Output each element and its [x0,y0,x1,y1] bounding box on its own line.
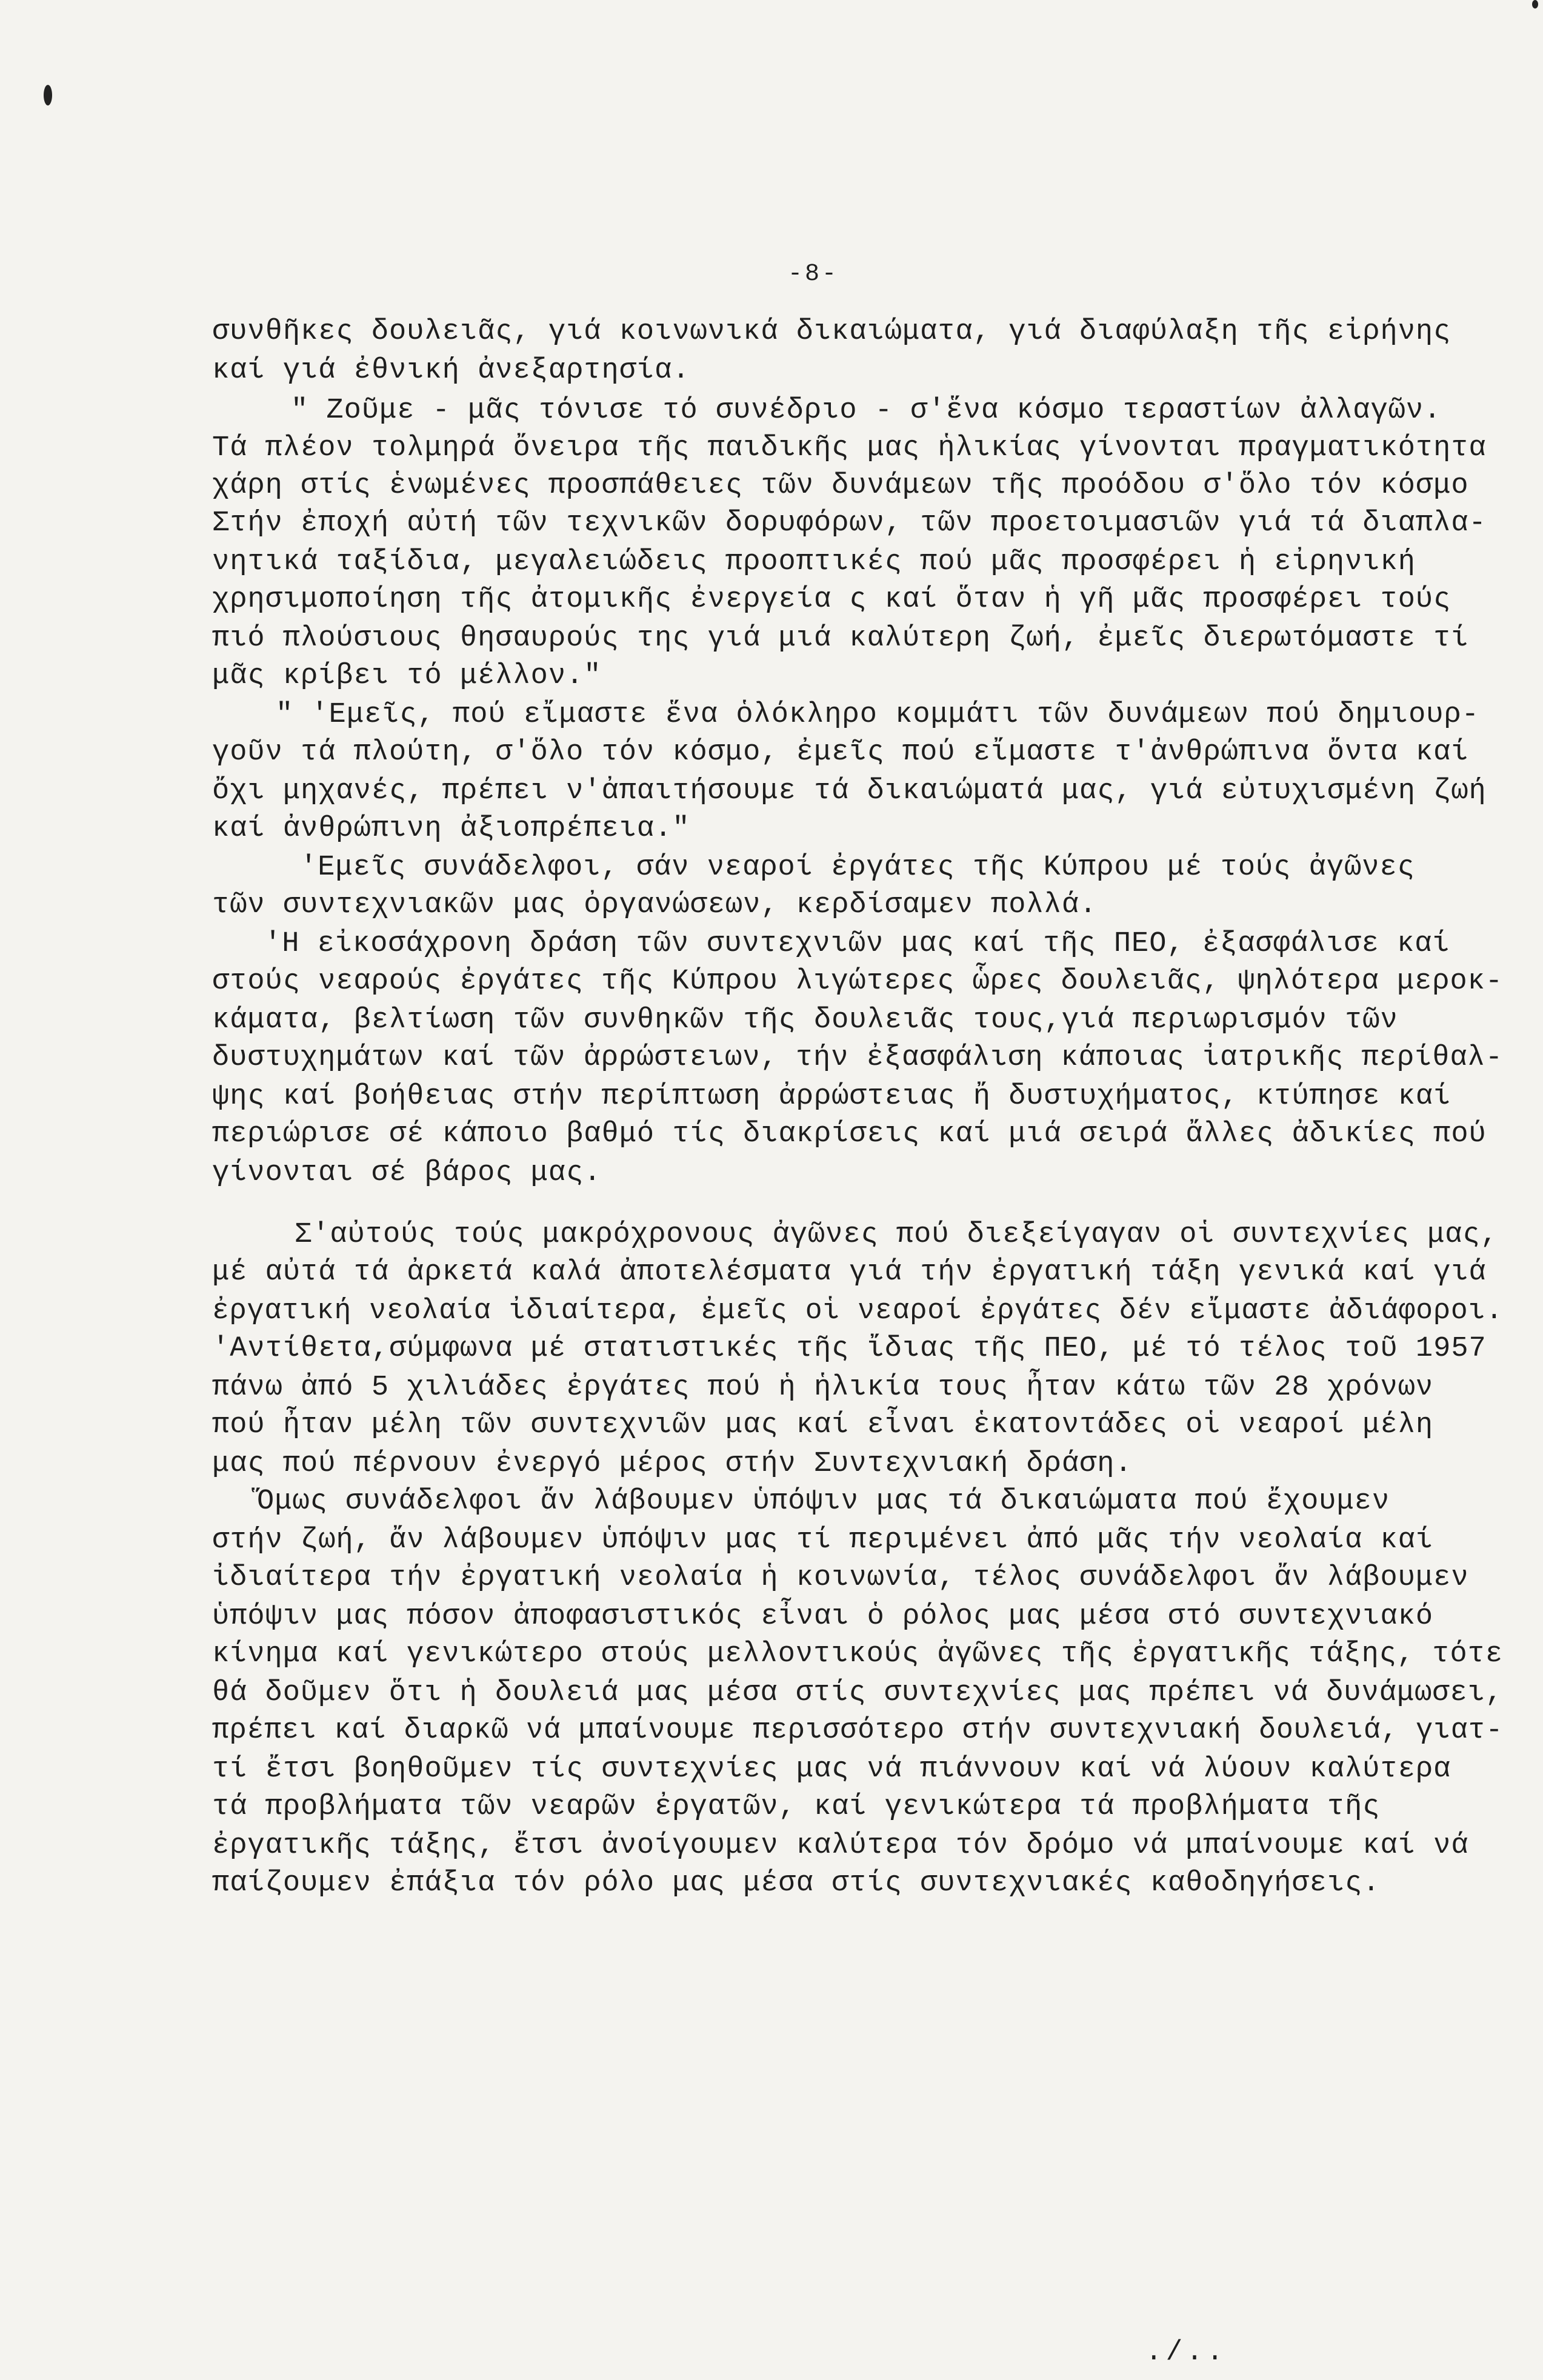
text-line: πιό πλούσιους θησαυρούς της γιά μιά καλύτερη ζωή, ἐμεῖς διερωτόμαστε τί [212,622,1469,655]
text-line: ἰδιαίτερα τήν ἐργατική νεολαία ἡ κοινωνία, τέλος συνάδελφοι ἄν λάβουμεν [212,1562,1469,1594]
text-line: πάνω ἀπό 5 χιλιάδες ἐργάτες πού ἡ ἡλικία τους ἦταν κάτω τῶν 28 χρόνων [212,1372,1434,1404]
text-line: ἐργατικῆς τάξης, ἔτσι ἀνοίγουμεν καλύτερα τόν δρόμο νά μπαίνουμε καί νά [212,1830,1469,1862]
text-line: μας πού πέρνουν ἐνεργό μέρος στήν Συντεχνιακή δράση. [212,1448,1133,1480]
text-line: κάματα, βελτίωση τῶν συνθηκῶν τῆς δουλειᾶς τους,γιά περιωρισμόν τῶν [212,1004,1398,1036]
text-line: γίνονται σέ βάρος μας. [212,1157,602,1189]
text-line: κίνημα καί γενικώτερο στούς μελλοντικούς ἀγῶνες τῆς ἐργατικῆς τάξης, τότε [212,1638,1504,1670]
page-number: -8- [788,261,839,288]
text-line: Ὅμως συνάδελφοι ἄν λάβουμεν ὑπόψιν μας τά δικαιώματα πού ἔχουμεν [257,1485,1390,1518]
punch-hole-mark [44,85,52,105]
text-line: 'Αντίθετα,σύμφωνα μέ στατιστικές τῆς ἴδιας τῆς ΠΕΟ, μέ τό τέλος τοῦ 1957 [212,1333,1487,1365]
text-line: ὑπόψιν μας πόσον ἀποφασιστικός εἶναι ὁ ρόλος μας μέσα στό συντεχνιακό [212,1601,1434,1633]
text-line: συνθῆκες δουλειᾶς, γιά κοινωνικά δικαιώματα, γιά διαφύλαξη τῆς εἰρήνης [212,316,1451,348]
text-line: " Ζοῦμε - μᾶς τόνισε τό συνέδριο - σ'ἕνα κόσμο τεραστίων ἀλλαγῶν. [291,395,1442,427]
text-line: μᾶς κρίβει τό μέλλον." [212,660,602,692]
text-line: καί ἀνθρώπινη ἀξιοπρέπεια." [212,813,690,845]
text-line: ὄχι μηχανές, πρέπει ν'ἀπαιτήσουμε τά δικαιώματά μας, γιά εὐτυχισμένη ζωή [212,775,1487,807]
text-line: τά προβλήματα τῶν νεαρῶν ἐργατῶν, καί γενικώτερα τά προβλήματα τῆς [212,1791,1381,1823]
text-line: πού ἦταν μέλη τῶν συντεχνιῶν μας καί εἶναι ἑκατοντάδες οἱ νεαροί μέλη [212,1409,1434,1441]
text-line: παίζουμεν ἐπάξια τόν ρόλο μας μέσα στίς συντεχνιακές καθοδηγήσεις. [212,1867,1381,1899]
text-line: δυστυχημάτων καί τῶν ἀρρώστειων, τήν ἐξασφάλιση κάποιας ἰατρικῆς περίθαλ- [212,1042,1504,1074]
text-line: πρέπει καί διαρκῶ νά μπαίνουμε περισσότερο στήν συντεχνιακή δουλειά, γιατ- [212,1715,1504,1747]
text-line: Στήν ἐποχή αὐτή τῶν τεχνικῶν δορυφόρων, τῶν προετοιμασιῶν γιά τά διαπλα- [212,507,1487,539]
text-line: καί γιά ἐθνική ἀνεξαρτησία. [212,355,690,387]
page-corner-mark [1532,0,1538,8]
text-line: στήν ζωή, ἄν λάβουμεν ὑπόψιν μας τί περιμένει ἀπό μᾶς τήν νεολαία καί [212,1524,1434,1556]
text-line: τῶν συντεχνιακῶν μας ὀργανώσεων, κερδίσαμεν πολλά. [212,889,1098,921]
text-line: περιώρισε σέ κάποιο βαθμό τίς διακρίσεις καί μιά σειρά ἄλλες ἀδικίες πού [212,1118,1487,1150]
text-line: γοῦν τά πλούτη, σ'ὅλο τόν κόσμο, ἐμεῖς πού εἴμαστε τ'ἀνθρώπινα ὄντα καί [212,736,1469,768]
text-line: Σ'αὐτούς τούς μακρόχρονους ἀγῶνες πού διεξείγαγαν οἱ συντεχνίες μας, [295,1219,1498,1251]
text-line: 'Η εἰκοσάχρονη δράση τῶν συντεχνιῶν μας καί τῆς ΠΕΟ, ἐξασφάλισε καί [264,928,1450,960]
text-line: " 'Εμεῖς, πού εἴμαστε ἕνα ὁλόκληρο κομμάτι τῶν δυνάμεων πού δημιουρ- [276,699,1479,731]
text-line: 'Εμεῖς συνάδελφοι, σάν νεαροί ἐργάτες τῆς Κύπρου μέ τούς ἀγῶνες [300,852,1415,884]
text-line: Τά πλέον τολμηρά ὄνειρα τῆς παιδικῆς μας ἡλικίας γίνονται πραγματικότητα [212,432,1487,464]
continuation-mark: ./.. [1145,2336,1227,2368]
text-line: χρησιμοποίηση τῆς ἀτομικῆς ἐνεργεία ς καί ὅταν ἡ γῆ μᾶς προσφέρει τούς [212,584,1451,616]
text-line: χάρη στίς ἑνωμένες προσπάθειες τῶν δυνάμεων τῆς προόδου σ'ὅλο τόν κόσμο [212,470,1469,502]
text-line: τί ἔτσι βοηθοῦμεν τίς συντεχνίες μας νά πιάννουν καί νά λύουν καλύτερα [212,1753,1451,1785]
text-line: στούς νεαρούς ἐργάτες τῆς Κύπρου λιγώτερες ὧρες δουλειᾶς, ψηλότερα μεροκ- [212,965,1504,998]
text-line: ψης καί βοήθειας στήν περίπτωση ἀρρώστειας ἤ δυστυχήματος, κτύπησε καί [212,1081,1451,1113]
text-line: νητικά ταξίδια, μεγαλειώδεις προοπτικές πού μᾶς προσφέρει ἡ εἰρηνική [212,546,1416,578]
text-line: θά δοῦμεν ὅτι ἡ δουλειά μας μέσα στίς συντεχνίες μας πρέπει νά δυνάμωσει, [212,1677,1504,1709]
text-line: μέ αὐτά τά ἀρκετά καλά ἀποτελέσματα γιά τήν ἐργατική τάξη γενικά καί γιά [212,1256,1487,1288]
text-line: ἐργατική νεολαία ἰδιαίτερα, ἐμεῖς οἱ νεαροί ἐργάτες δέν εἴμαστε ἀδιάφοροι. [212,1295,1504,1327]
